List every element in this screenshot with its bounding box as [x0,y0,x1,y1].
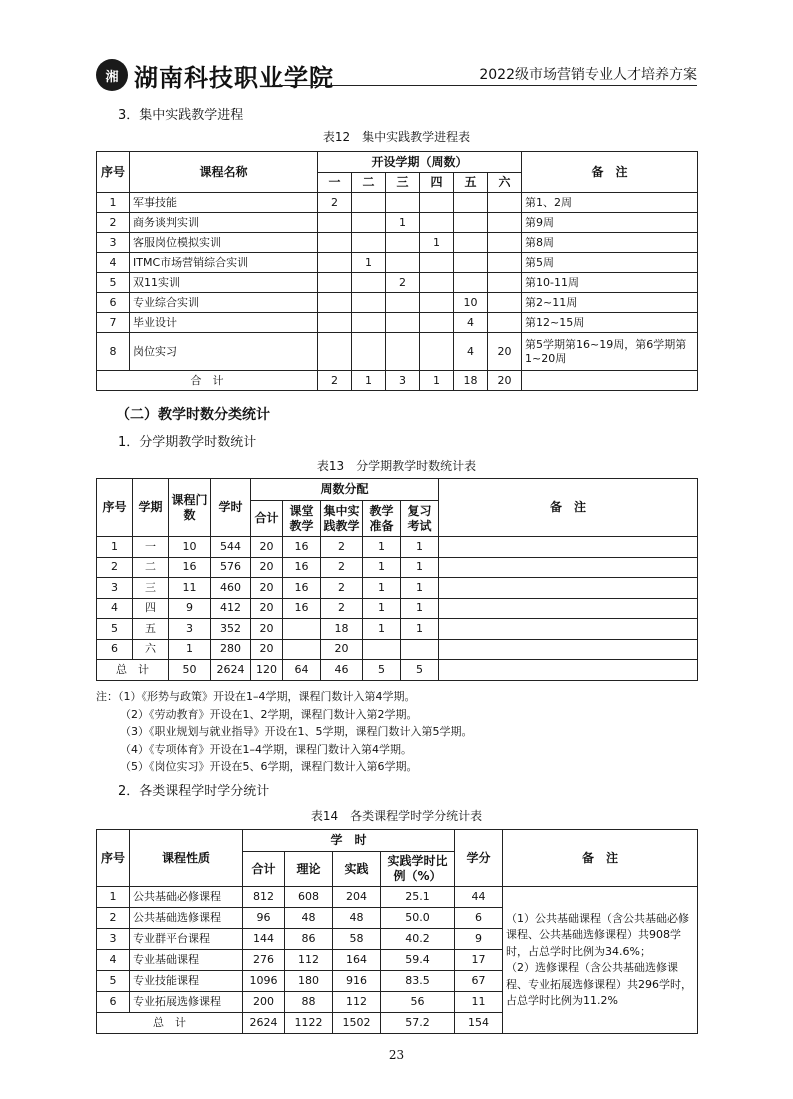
remark-line: （1）公共基础课程（含公共基础必修课程、公共基础选修课程）共908学时，占总学时比例为34.6%； [506,911,690,958]
cell-total: 200 [243,992,285,1013]
cell-theory: 180 [285,971,333,992]
cell-ratio: 57.2 [381,1013,455,1034]
header-hours: 学时 [211,479,251,537]
header-term: 一 [318,173,352,193]
cell-term [386,333,420,371]
cell-term [488,213,522,233]
cell-no: 2 [97,557,133,578]
cell-hours: 576 [211,557,251,578]
cell-no: 2 [97,908,130,929]
cell-total: 96 [243,908,285,929]
cell-practice: 204 [333,887,381,908]
cell-course-name: 专业综合实训 [130,293,318,313]
cell-no: 1 [97,537,133,558]
cell-total-week: 46 [321,660,363,681]
cell-term [488,293,522,313]
remark-line: （2）选修课程（含公共基础选修课程、专业拓展选修课程）共296学时，占总学时比例为11.2% [506,961,693,1007]
header-term-weeks: 开设学期（周数） [318,152,522,173]
cell-term: 一 [133,537,169,558]
cell-week: 18 [321,619,363,640]
cell-remark: 第2~11周 [522,293,698,313]
cell-week: 1 [363,598,401,619]
cell-theory: 608 [285,887,333,908]
cell-remark [439,537,698,558]
cell-remark: 第8周 [522,233,698,253]
cell-course-name: 双11实训 [130,273,318,293]
cell-course-name: 毕业设计 [130,313,318,333]
header-remark: 备 注 [522,152,698,193]
cell-remark [439,557,698,578]
cell-course-count: 10 [169,537,211,558]
cell-theory: 112 [285,950,333,971]
cell-total-week: 64 [283,660,321,681]
header-no: 序号 [97,479,133,537]
cell-course-count: 16 [169,557,211,578]
section-heading-course-credits: 2．各类课程学时学分统计 [118,784,270,799]
cell-course-name: 军事技能 [130,193,318,213]
cell-ratio: 40.2 [381,929,455,950]
table-row [97,598,698,619]
cell-term: 2 [386,273,420,293]
cell-total-week: 5 [401,660,439,681]
cell-total: 1 [420,371,454,391]
cell-ratio: 25.1 [381,887,455,908]
cell-total-label: 合 计 [97,371,318,391]
cell-week: 20 [321,639,363,660]
cell-week: 2 [321,557,363,578]
cell-credit: 17 [455,950,503,971]
cell-course-type: 专业群平台课程 [130,929,243,950]
table13-notes [96,688,473,776]
table12-practice-schedule [96,151,698,391]
cell-term: 20 [488,333,522,371]
table14-course-credits [96,829,698,1034]
cell-remark: 第1、2周 [522,193,698,213]
cell-remark [439,598,698,619]
table-row [97,253,698,273]
table14-caption: 表14 各类课程学时学分统计表 [310,809,483,823]
cell-no: 2 [97,213,130,233]
cell-total-week: 120 [251,660,283,681]
table-row [97,619,698,640]
note-line: （3）《职业规划与就业指导》开设在1、5学期，课程门数计入第5学期。 [120,725,473,738]
cell-no: 6 [97,639,133,660]
table-row [97,293,698,313]
table-row [97,273,698,293]
cell-theory: 86 [285,929,333,950]
school-logo [96,56,334,94]
cell-total: 812 [243,887,285,908]
cell-remark-notes [503,887,698,1034]
cell-week: 1 [401,578,439,599]
cell-no: 5 [97,619,133,640]
cell-remark [439,639,698,660]
document-title: 2022级市场营销专业人才培养方案 [479,67,697,83]
cell-term: 1 [352,253,386,273]
cell-ratio: 83.5 [381,971,455,992]
cell-no: 4 [97,253,130,273]
cell-no: 6 [97,293,130,313]
cell-ratio: 50.0 [381,908,455,929]
header-hours: 学 时 [243,830,455,852]
header-remark: 备 注 [503,830,698,887]
cell-hours: 412 [211,598,251,619]
cell-term [420,253,454,273]
cell-no: 4 [97,950,130,971]
cell-term [386,253,420,273]
cell-week: 20 [251,537,283,558]
header-preparation: 教学准备 [363,501,401,537]
cell-term [386,233,420,253]
cell-total: 276 [243,950,285,971]
cell-total-label: 总 计 [97,660,169,681]
cell-no: 3 [97,929,130,950]
cell-term [488,193,522,213]
header-credit: 学分 [455,830,503,887]
cell-theory: 88 [285,992,333,1013]
cell-total: 2624 [243,1013,285,1034]
cell-week [283,639,321,660]
cell-no: 1 [97,193,130,213]
cell-term [420,193,454,213]
cell-remark [439,660,698,681]
table-row [97,213,698,233]
cell-week: 1 [401,598,439,619]
header-course-count: 课程门数 [169,479,211,537]
cell-no: 6 [97,992,130,1013]
page-number: 23 [388,1048,405,1062]
school-name: 湖南科技职业学院 [134,63,334,92]
cell-total: 1 [352,371,386,391]
note-line: （4）《专项体育》开设在1–4学期，课程门数计入第4学期。 [120,742,412,756]
table-row [97,557,698,578]
table12-caption: 表12 集中实践教学进程表 [322,130,471,144]
cell-remark: 第10-11周 [522,273,698,293]
cell-term: 六 [133,639,169,660]
cell-week: 16 [283,537,321,558]
header-term: 三 [386,173,420,193]
cell-practice: 48 [333,908,381,929]
header-practice-ratio: 实践学时比例（%） [381,852,455,887]
cell-week: 1 [401,537,439,558]
cell-remark [439,578,698,599]
school-seal: 湘 [96,59,128,91]
cell-term [318,333,352,371]
cell-term: 1 [386,213,420,233]
cell-week: 1 [401,557,439,578]
header-course-name: 课程名称 [130,152,318,193]
cell-week: 16 [283,557,321,578]
cell-week: 16 [283,578,321,599]
cell-term: 2 [318,193,352,213]
cell-term [420,273,454,293]
cell-term [352,333,386,371]
header-no: 序号 [97,830,130,887]
table-row [97,887,698,908]
cell-total: 20 [488,371,522,391]
cell-total-remark [522,371,698,391]
cell-term [454,233,488,253]
header-no: 序号 [97,152,130,193]
cell-course-name: ITMC市场营销综合实训 [130,253,318,273]
cell-practice: 916 [333,971,381,992]
cell-term [420,213,454,233]
cell-total: 144 [243,929,285,950]
cell-ratio: 56 [381,992,455,1013]
cell-week: 20 [251,598,283,619]
cell-term [488,233,522,253]
cell-course-count: 1 [169,639,211,660]
table-row [97,333,698,371]
header-hours-total: 合计 [243,852,285,887]
cell-term: 4 [454,313,488,333]
header-theory: 理论 [285,852,333,887]
cell-term [318,313,352,333]
cell-course-type: 专业基础课程 [130,950,243,971]
cell-practice: 1502 [333,1013,381,1034]
cell-term [352,233,386,253]
cell-term [488,273,522,293]
cell-hours: 280 [211,639,251,660]
cell-week: 1 [401,619,439,640]
cell-week: 2 [321,578,363,599]
cell-term [420,333,454,371]
cell-term [488,253,522,273]
cell-remark: 第12~15周 [522,313,698,333]
cell-term [352,293,386,313]
cell-practice: 112 [333,992,381,1013]
header-practice: 集中实践教学 [321,501,363,537]
cell-term: 四 [133,598,169,619]
cell-credit: 44 [455,887,503,908]
cell-week [283,619,321,640]
cell-term [352,193,386,213]
cell-no: 3 [97,233,130,253]
cell-course-count: 3 [169,619,211,640]
cell-week: 20 [251,639,283,660]
cell-week: 2 [321,598,363,619]
cell-course-type: 公共基础选修课程 [130,908,243,929]
table-row [97,578,698,599]
cell-term [318,233,352,253]
cell-term [352,213,386,233]
cell-theory: 1122 [285,1013,333,1034]
cell-week: 1 [363,578,401,599]
section-heading-hours-stats: （二）教学时数分类统计 [116,407,270,423]
note-line: （5）《岗位实习》开设在5、6学期，课程门数计入第6学期。 [120,760,418,773]
cell-remark [439,619,698,640]
cell-remark: 第5学期第16~19周，第6学期第1~20周 [522,333,698,371]
table-total-row [97,660,698,681]
cell-no: 5 [97,273,130,293]
cell-total-courses: 50 [169,660,211,681]
cell-week: 1 [363,537,401,558]
cell-week [363,639,401,660]
header-term: 五 [454,173,488,193]
cell-term: 五 [133,619,169,640]
header-classroom: 课堂教学 [283,501,321,537]
cell-week: 2 [321,537,363,558]
cell-week [401,639,439,660]
header-term: 六 [488,173,522,193]
cell-term: 二 [133,557,169,578]
cell-term [318,293,352,313]
table13-caption: 表13 分学期教学时数统计表 [316,459,477,473]
table-row [97,233,698,253]
cell-week: 16 [283,598,321,619]
cell-course-name: 岗位实习 [130,333,318,371]
cell-term [454,253,488,273]
cell-term: 1 [420,233,454,253]
cell-no: 5 [97,971,130,992]
header-week-allocation: 周数分配 [251,479,439,501]
cell-term: 10 [454,293,488,313]
cell-term [386,193,420,213]
table13-term-hours [96,478,698,681]
cell-term [420,313,454,333]
cell-week: 20 [251,578,283,599]
cell-no: 8 [97,333,130,371]
cell-term [454,193,488,213]
cell-practice: 164 [333,950,381,971]
cell-hours: 352 [211,619,251,640]
table-row [97,639,698,660]
cell-course-type: 公共基础必修课程 [130,887,243,908]
table-row [97,537,698,558]
cell-course-count: 9 [169,598,211,619]
note-line: 注：（1）《形势与政策》开设在1–4学期，课程门数计入第4学期。 [96,690,416,703]
cell-credit: 6 [455,908,503,929]
cell-term [352,273,386,293]
table-row [97,193,698,213]
cell-term [318,253,352,273]
header-term: 学期 [133,479,169,537]
header-course-type: 课程性质 [130,830,243,887]
header-term: 二 [352,173,386,193]
cell-term [318,213,352,233]
cell-total: 2 [318,371,352,391]
cell-total: 18 [454,371,488,391]
cell-term: 三 [133,578,169,599]
cell-no: 7 [97,313,130,333]
cell-practice: 58 [333,929,381,950]
cell-hours: 544 [211,537,251,558]
cell-term [488,313,522,333]
header-review-exam: 复习考试 [401,501,439,537]
cell-term [386,313,420,333]
cell-week: 20 [251,557,283,578]
header-week-total: 合计 [251,501,283,537]
cell-week: 20 [251,619,283,640]
cell-theory: 48 [285,908,333,929]
cell-credit: 67 [455,971,503,992]
cell-term [352,313,386,333]
cell-term [454,213,488,233]
table-total-row [97,371,698,391]
cell-ratio: 59.4 [381,950,455,971]
cell-course-name: 客服岗位模拟实训 [130,233,318,253]
header-rule [272,85,697,86]
cell-term [318,273,352,293]
cell-credit: 11 [455,992,503,1013]
table-row [97,313,698,333]
cell-hours: 460 [211,578,251,599]
cell-term: 4 [454,333,488,371]
cell-course-name: 商务谈判实训 [130,213,318,233]
header-practice: 实践 [333,852,381,887]
cell-term [454,273,488,293]
cell-total-week: 5 [363,660,401,681]
cell-week: 1 [363,619,401,640]
cell-course-count: 11 [169,578,211,599]
cell-course-type: 专业技能课程 [130,971,243,992]
cell-no: 1 [97,887,130,908]
cell-no: 4 [97,598,133,619]
cell-week: 1 [363,557,401,578]
header-remark: 备 注 [439,479,698,537]
section-heading-practice-schedule: 3．集中实践教学进程 [118,108,244,123]
cell-no: 3 [97,578,133,599]
header-term: 四 [420,173,454,193]
cell-term [420,293,454,313]
cell-course-type: 专业拓展选修课程 [130,992,243,1013]
cell-remark: 第9周 [522,213,698,233]
cell-term [386,293,420,313]
cell-credit: 9 [455,929,503,950]
cell-total: 3 [386,371,420,391]
note-line: （2）《劳动教育》开设在1、2学期，课程门数计入第2学期。 [120,707,418,721]
cell-credit: 154 [455,1013,503,1034]
cell-remark: 第5周 [522,253,698,273]
cell-total: 1096 [243,971,285,992]
cell-total-hours: 2624 [211,660,251,681]
section-heading-term-hours: 1．分学期教学时数统计 [118,435,257,450]
cell-total-label: 总 计 [97,1013,243,1034]
